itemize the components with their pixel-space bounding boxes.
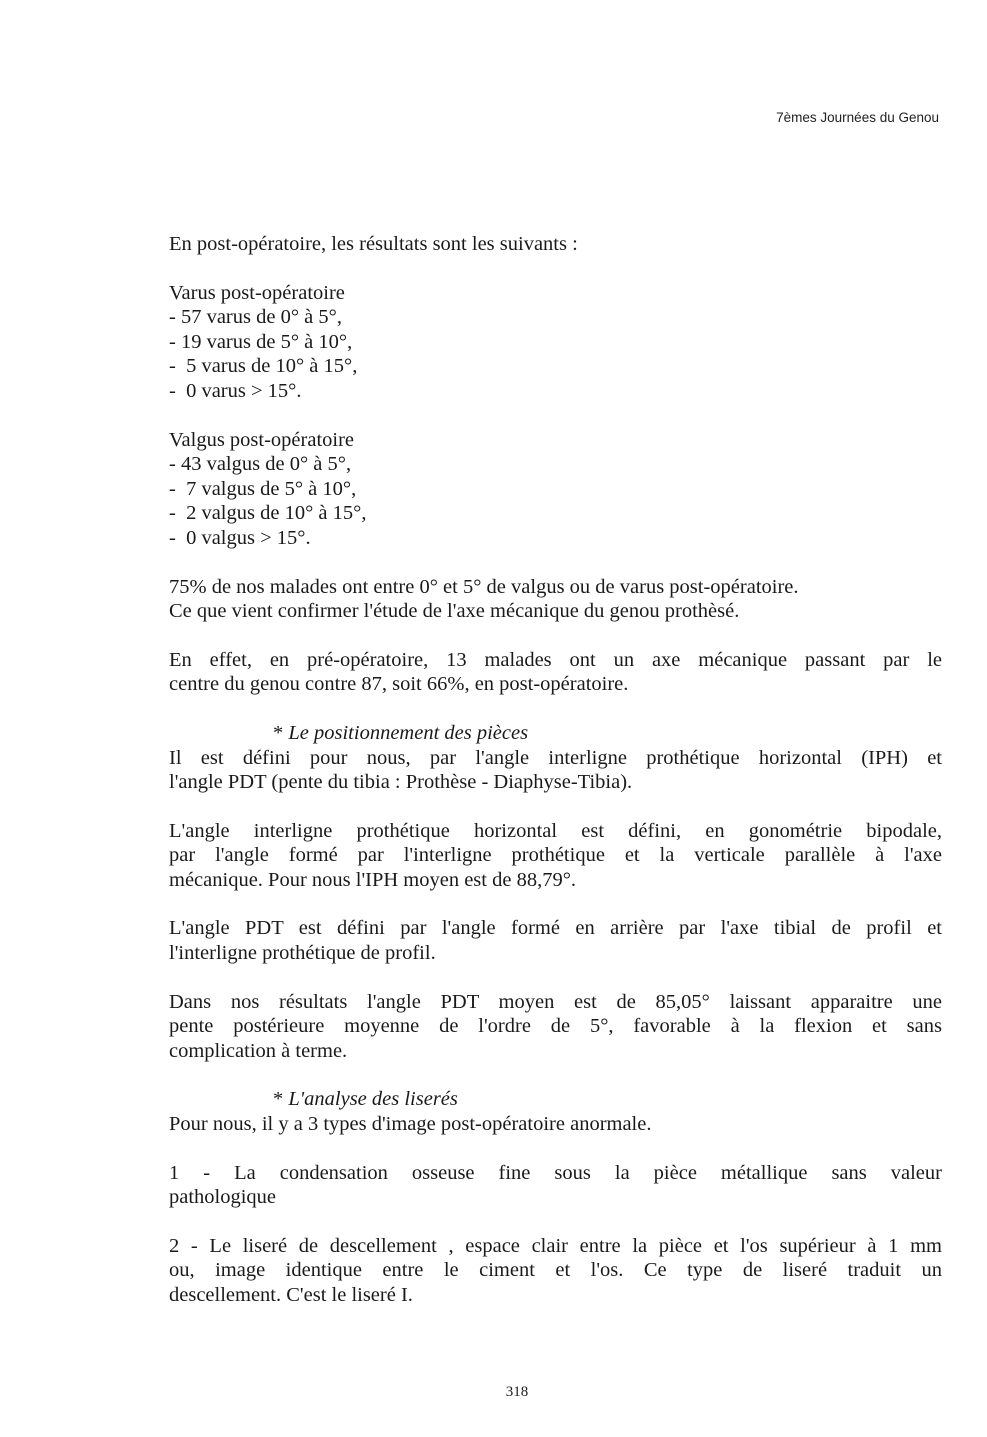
valgus-item: - 0 valgus > 15°. — [169, 526, 311, 549]
paragraph-line: Dans nos résultats l'angle PDT moyen est de 85,05° laissant apparaitre une — [169, 990, 942, 1013]
section-heading — [169, 1087, 942, 1112]
paragraph-line: pathologique — [169, 1186, 277, 1209]
intro-line: En post-opératoire, les résultats sont les suivants : — [169, 233, 578, 255]
paragraph-line: ou, image identique entre le ciment et l'os. Ce type de liseré traduit un — [169, 1259, 942, 1282]
varus-item: - 5 varus de 10° à 15°, — [169, 355, 358, 378]
varus-item: - 0 varus > 15°. — [169, 379, 302, 402]
section-positionnement — [169, 721, 942, 795]
paragraph — [169, 648, 942, 697]
section-liseres — [169, 1087, 942, 1136]
paragraph-line: 2 - Le liseré de descellement , espace clair entre la pièce et l'os supérieur à 1 mm — [169, 1234, 942, 1257]
paragraph — [169, 990, 942, 1064]
section-heading-text: L'analyse des liserés — [288, 1088, 458, 1111]
paragraph-line: descellement. C'est le liseré I. — [169, 1284, 413, 1306]
paragraph-line: 1 - La condensation osseuse fine sous la pièce métallique sans valeur — [169, 1161, 942, 1184]
paragraph-line: par l'angle formé par l'interligne prothétique et la verticale parallèle à l'axe — [169, 844, 942, 867]
paragraph-line: pente postérieure moyenne de l'ordre de 5°, favorable à la flexion et sans — [169, 1015, 942, 1038]
paragraph-line: centre du genou contre 87, soit 66%, en post-opératoire. — [169, 673, 629, 696]
valgus-block — [169, 428, 942, 551]
valgus-item: - 7 valgus de 5° à 10°, — [169, 477, 357, 500]
valgus-title: Valgus post-opératoire — [169, 428, 355, 451]
valgus-item: - 43 valgus de 0° à 5°, — [169, 453, 352, 476]
paragraph-line: L'angle PDT est défini par l'angle formé en arrière par l'axe tibial de profil et — [169, 917, 942, 940]
paragraph-line: mécanique. Pour nous l'IPH moyen est de 88,79°. — [169, 868, 577, 891]
paragraph — [169, 1161, 942, 1210]
section-heading — [169, 721, 942, 746]
varus-item: - 57 varus de 0° à 5°, — [169, 306, 342, 329]
bullet-star: * — [273, 721, 284, 744]
paragraph-line: Ce que vient confirmer l'étude de l'axe mécanique du genou prothèsé. — [169, 600, 740, 623]
page-body — [169, 232, 942, 1308]
paragraph-line: complication à terme. — [169, 1039, 348, 1062]
paragraph-line: l'angle PDT (pente du tibia : Prothèse - Diaphyse-Tibia). — [169, 771, 633, 794]
running-header: 7èmes Journées du Genou — [776, 110, 939, 125]
paragraph — [169, 819, 942, 893]
paragraph-line: En effet, en pré-opératoire, 13 malades ont un axe mécanique passant par le — [169, 648, 942, 671]
paragraph — [169, 916, 942, 965]
section-heading-text: Le positionnement des pièces — [288, 721, 529, 744]
varus-block — [169, 281, 942, 404]
paragraph-line: Il est défini pour nous, par l'angle interligne prothétique horizontal (IPH) et — [169, 746, 942, 769]
bullet-star: * — [273, 1088, 284, 1111]
varus-title: Varus post-opératoire — [169, 281, 345, 304]
varus-item: - 19 varus de 5° à 10°, — [169, 330, 353, 353]
page-number: 318 — [505, 1384, 529, 1400]
paragraph-line: l'interligne prothétique de profil. — [169, 942, 436, 965]
paragraph — [169, 575, 942, 624]
paragraph-line: Pour nous, il y a 3 types d'image post-opératoire anormale. — [169, 1113, 652, 1136]
valgus-item: - 2 valgus de 10° à 15°, — [169, 502, 367, 525]
paragraph — [169, 1234, 942, 1308]
paragraph-line: L'angle interligne prothétique horizontal est défini, en gonométrie bipodale, — [169, 819, 942, 842]
paragraph-line: 75% de nos malades ont entre 0° et 5° de valgus ou de varus post-opératoire. — [169, 575, 799, 598]
